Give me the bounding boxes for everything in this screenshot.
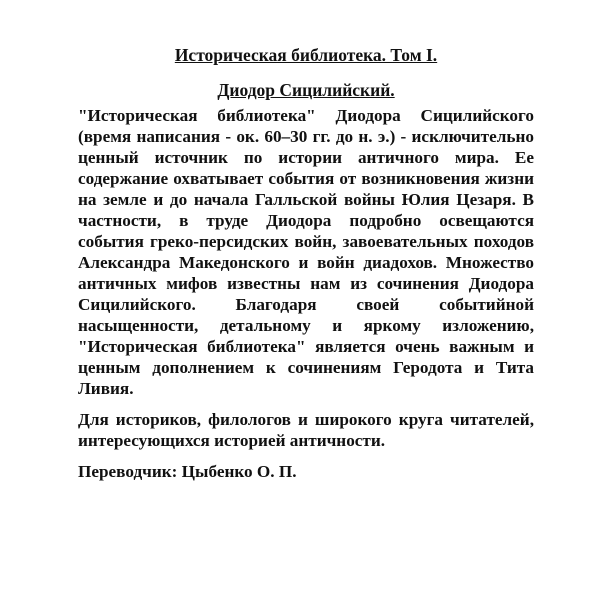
description-paragraph: "Историческая библиотека" Диодора Сицилийского (время написания - ок. 60–30 гг. до н. э.) - исключительно ценный источник по истории античного мира. Ее содержание охватывает события от возникновения жизни на земле и до начала Галльской войны Юлия Цезаря. В частности, в труде Диодора подробно освещаются события греко-персидских войн, завоевательных походов Александра Македонского и войн диадохов. Множество античных мифов известны нам из сочинения Диодора Сицилийского. Благодаря своей событийной насыщенности, детальному и яркому изложению, "Историческая библиотека" является очень важным и ценным дополнением к сочинениям Геродота и Тита Ливия. bbox=[78, 106, 534, 398]
author-title: Диодор Сицилийский. bbox=[217, 80, 395, 100]
document-page bbox=[78, 44, 534, 492]
document-title: Историческая библиотека. Том I. bbox=[174, 45, 438, 65]
audience-paragraph: Для историков, филологов и широкого круга читателей, интересующихся историей античности. bbox=[78, 410, 534, 450]
translator-line: Переводчик: Цыбенко О. П. bbox=[78, 462, 297, 481]
